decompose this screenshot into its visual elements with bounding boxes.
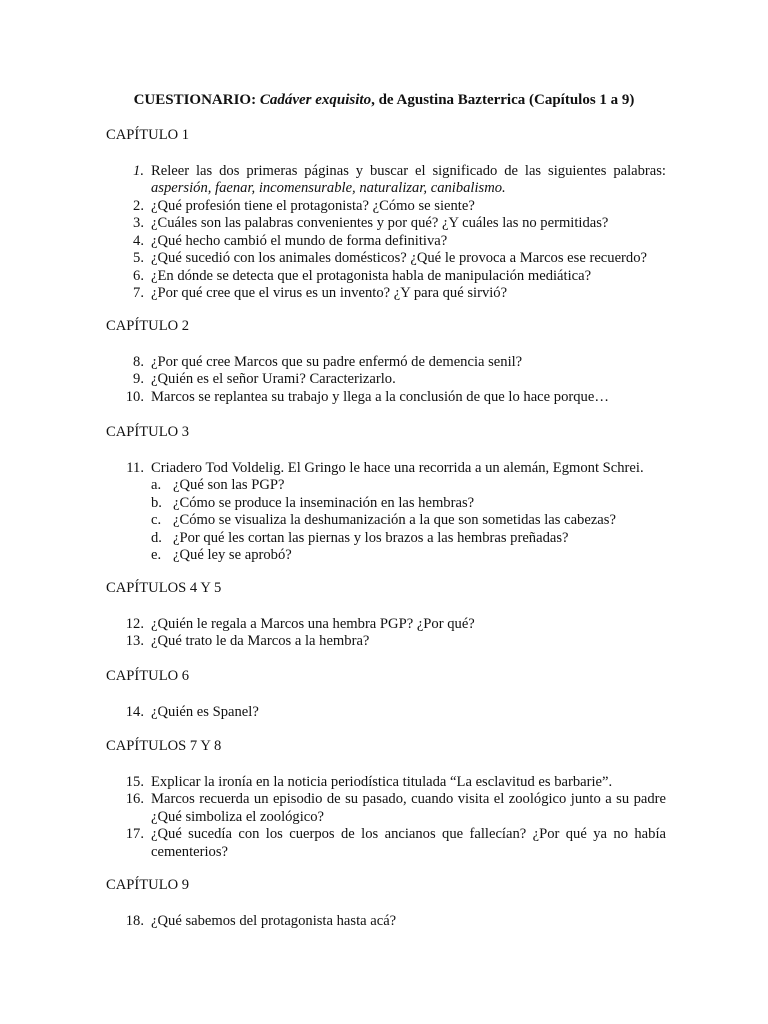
subquestion-letter: b.: [151, 494, 162, 511]
title-suffix: , de Agustina Bazterrica (Capítulos 1 a 9): [371, 92, 635, 108]
subquestion-text: ¿Qué ley se aprobó?: [173, 547, 292, 563]
question-item: [106, 354, 666, 372]
question-list: [106, 774, 666, 862]
question-text: Explicar la ironía en la noticia periodística titulada “La esclavitud es barbarie”.: [151, 773, 613, 790]
question-text: ¿Quién es el señor Urami? Caracterizarlo.: [151, 371, 396, 387]
title-prefix: CUESTIONARIO:: [133, 92, 260, 108]
question-item: [106, 913, 666, 931]
subquestion-letter: c.: [151, 512, 162, 528]
question-text: Marcos se replantea su trabajo y llega a la conclusión de que lo hace porque…: [151, 388, 609, 405]
question-item: [106, 233, 666, 251]
subquestion-item: [151, 547, 666, 565]
question-number: 12.: [125, 615, 144, 632]
subquestion-item: [151, 530, 666, 548]
question-text: ¿Quién le regala a Marcos una hembra PGP? ¿Por qué?: [151, 615, 475, 632]
question-item: [106, 826, 666, 861]
question-text: ¿En dónde se detecta que el protagonista habla de manipulación mediática?: [151, 267, 592, 284]
question-text: Criadero Tod Voldelig. El Gringo le hace una recorrida a un alemán, Egmont Schrei.: [151, 459, 644, 476]
question-number: 9.: [133, 371, 144, 387]
question-text: ¿Por qué cree Marcos que su padre enfermó de demencia senil?: [151, 353, 523, 370]
question-text: ¿Qué profesión tiene el protagonista? ¿Cómo se siente?: [151, 197, 475, 214]
question-item: [106, 285, 666, 303]
question-item: [106, 460, 666, 565]
question-item: [106, 371, 666, 389]
section-chapter-2: [106, 318, 666, 406]
subquestion-text: ¿Por qué les cortan las piernas y los brazos a las hembras preñadas?: [173, 529, 569, 546]
question-number: 11.: [126, 459, 144, 476]
section-chapters-7-8: [106, 738, 666, 861]
subquestion-item: [151, 477, 666, 495]
question-list: [106, 913, 666, 931]
section-heading: CAPÍTULOS 4 Y 5: [106, 580, 222, 596]
question-item: [106, 791, 666, 826]
question-list: [106, 616, 666, 651]
question-item: [106, 215, 666, 233]
section-heading: CAPÍTULO 2: [106, 318, 190, 334]
question-text: Releer las dos primeras páginas y buscar el significado de las siguientes palabras:: [151, 162, 666, 179]
question-number: 7.: [133, 285, 144, 301]
subquestion-text: ¿Cómo se produce la inseminación en las hembras?: [173, 494, 475, 511]
subquestion-text: ¿Cómo se visualiza la deshumanización a la que son sometidas las cabezas?: [173, 512, 616, 528]
subquestion-letter: e.: [151, 547, 162, 563]
question-number: 5.: [133, 250, 144, 266]
question-text: ¿Por qué cree que el virus es un invento? ¿Y para qué sirvió?: [151, 285, 508, 301]
question-number: 10.: [125, 388, 144, 405]
question-list: [106, 704, 666, 722]
section-heading: CAPÍTULO 6: [106, 668, 190, 684]
question-text: Marcos recuerda un episodio de su pasado, cuando visita el zoológico junto a su padre ¿Qué simboliza el zoológico?: [151, 791, 666, 825]
question-number: 3.: [133, 215, 144, 231]
question-number: 14.: [125, 703, 144, 720]
section-chapters-4-5: [106, 580, 666, 651]
section-heading: CAPÍTULO 1: [106, 127, 190, 143]
question-item: [106, 198, 666, 216]
question-text: ¿Qué hecho cambió el mundo de forma definitiva?: [151, 232, 448, 249]
question-number: 4.: [133, 232, 144, 249]
question-list: [106, 163, 666, 303]
section-heading: CAPÍTULOS 7 Y 8: [106, 738, 222, 754]
question-number: 6.: [133, 267, 144, 284]
subquestion-letter: a.: [151, 477, 162, 493]
question-terms: aspersión, faenar, incomensurable, naturalizar, canibalismo.: [151, 180, 506, 196]
question-item: [106, 250, 666, 268]
section-chapter-1: [106, 127, 666, 303]
question-number: 17.: [125, 826, 144, 842]
subquestion-item: [151, 512, 666, 530]
question-text: ¿Cuáles son las palabras convenientes y por qué? ¿Y cuáles las no permitidas?: [151, 215, 609, 231]
question-item: [106, 616, 666, 634]
question-text: ¿Qué trato le da Marcos a la hembra?: [151, 633, 370, 649]
section-chapter-3: [106, 424, 666, 565]
question-number: 1.: [133, 162, 144, 179]
question-text: ¿Quién es Spanel?: [151, 703, 259, 720]
question-number: 15.: [125, 773, 144, 790]
subquestion-letter: d.: [151, 529, 162, 546]
question-item: [106, 389, 666, 407]
question-list: [106, 460, 666, 565]
question-text: ¿Qué sabemos del protagonista hasta acá?: [151, 912, 397, 929]
section-chapter-6: [106, 668, 666, 721]
section-chapter-9: [106, 877, 666, 930]
book-title: Cadáver exquisito: [259, 92, 372, 108]
section-heading: CAPÍTULO 3: [106, 424, 190, 440]
section-heading: CAPÍTULO 9: [106, 877, 190, 893]
question-item: [106, 163, 666, 198]
subquestion-item: [151, 495, 666, 513]
question-number: 16.: [125, 791, 144, 807]
question-number: 8.: [133, 353, 144, 370]
document-title: [0, 92, 768, 110]
question-number: 18.: [125, 912, 144, 929]
question-text: ¿Qué sucedió con los animales domésticos? ¿Qué le provoca a Marcos ese recuerdo?: [151, 250, 647, 266]
question-text: ¿Qué sucedía con los cuerpos de los ancianos que fallecían? ¿Por qué ya no había cementerios?: [151, 826, 666, 860]
question-item: [106, 704, 666, 722]
question-list: [106, 354, 666, 407]
question-item: [106, 268, 666, 286]
question-item: [106, 774, 666, 792]
question-item: [106, 633, 666, 651]
subquestion-text: ¿Qué son las PGP?: [173, 477, 285, 493]
question-number: 13.: [125, 633, 144, 649]
question-number: 2.: [133, 197, 144, 214]
subquestion-list: [151, 477, 666, 565]
